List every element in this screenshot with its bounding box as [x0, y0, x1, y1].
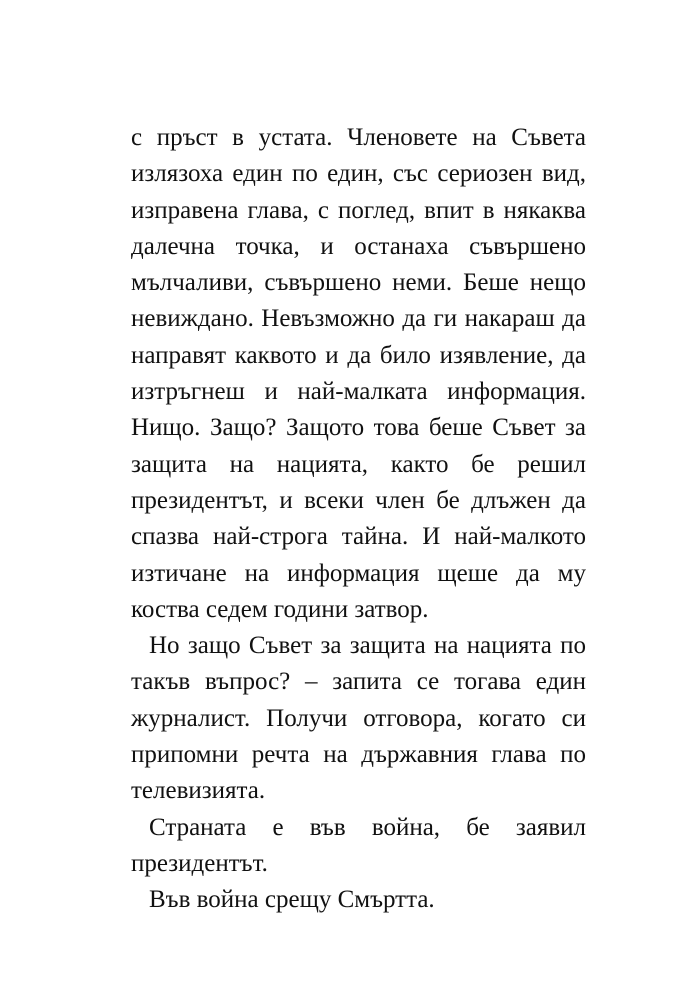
- paragraph-1: с пръст в устата. Членовете на Съвета излязоха един по един, със сериозен вид, изправена глава, с поглед, впит в някаква далечна точка, и останаха съвършено мълчаливи, съвършено неми. Беше нещо невиждано. Невъзможно да ги накараш да направят каквото и да било изявление, да изтръгнеш и най-малката информация. Нищо. Защо? Защото това беше Съвет за защита на нацията, както бе решил президентът, и всеки член бе длъжен да спазва най-строга тайна. И най-малкото изтичане на информация щеше да му коства седем години затвор.: [131, 124, 586, 623]
- paragraph-3: Страната е във война, бе заявил президентът.: [131, 813, 586, 877]
- paragraph-2: Но защо Съвет за защита на нацията по такъв въпрос? – запита се тогава един журналист. Получи отговора, когато си припомни речта на държавния глава по телевизията.: [131, 632, 586, 805]
- paragraph-4: Във война срещу Смъртта.: [149, 886, 435, 914]
- book-page: [131, 120, 586, 919]
